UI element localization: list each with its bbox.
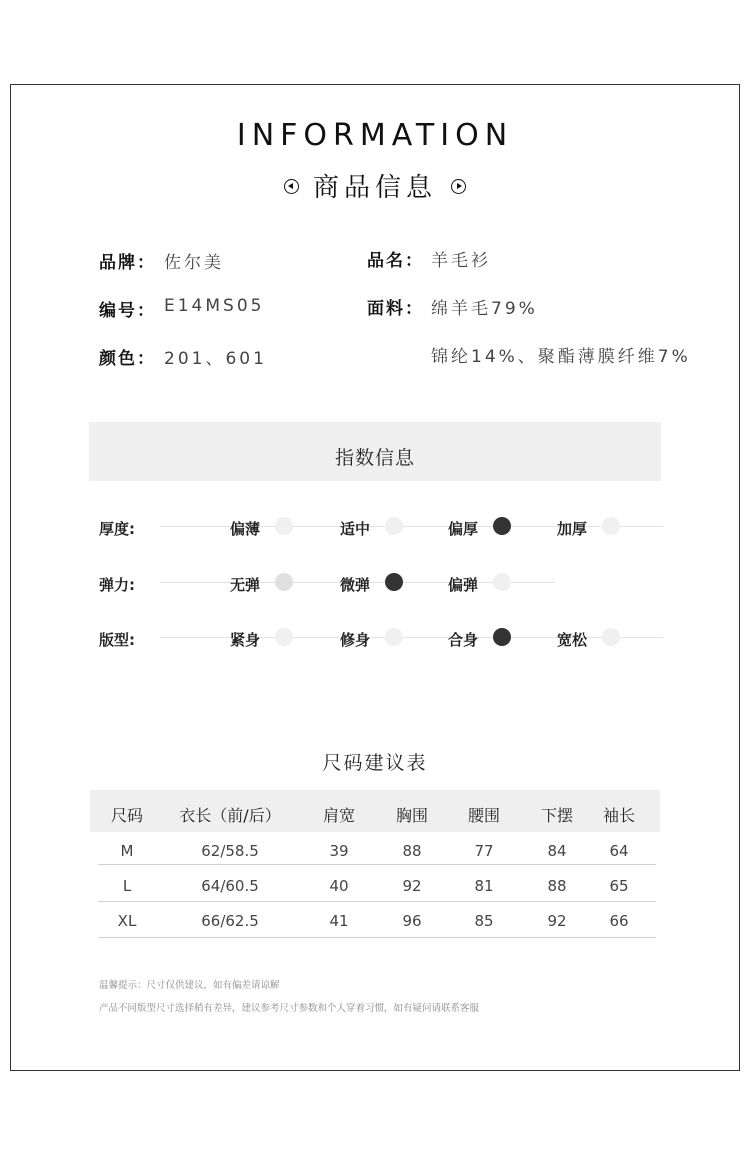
table-cell: 85	[474, 912, 494, 930]
size-table-header-length: 衣长（前/后）	[179, 806, 281, 825]
thickness-option-thick: 偏厚	[448, 520, 479, 538]
fit-dot-loose	[602, 628, 620, 646]
size-table-header-chest: 胸围	[395, 806, 429, 825]
table-cell: XL	[117, 912, 137, 930]
elasticity-dot-slight-selected	[385, 573, 403, 591]
thickness-label: 厚度:	[99, 520, 135, 538]
elasticity-dot-none	[275, 573, 293, 591]
fit-option-loose: 宽松	[557, 631, 588, 649]
thickness-dot-thin	[275, 517, 293, 535]
thickness-dot-medium	[385, 517, 403, 535]
elasticity-option-slight: 微弹	[340, 576, 371, 594]
thickness-dot-thick-selected	[493, 517, 511, 535]
table-cell: 41	[329, 912, 349, 930]
fabric-value-2: 锦纶14%、聚酯薄膜纤维7%	[431, 347, 691, 367]
size-table-header-bg	[90, 790, 660, 832]
fit-option-regular: 合身	[448, 631, 479, 649]
title-chinese-row	[0, 167, 750, 204]
index-info-title: 指数信息	[334, 447, 415, 469]
name-label: 品名：	[367, 251, 424, 271]
fit-dot-tight	[275, 628, 293, 646]
elasticity-dot-high	[493, 573, 511, 591]
size-table-header-hem: 下摆	[540, 806, 574, 825]
table-cell: 84	[547, 842, 567, 860]
note-line-1: 温馨提示：尺寸仅供建议，如有偏差请谅解	[99, 980, 280, 991]
table-cell: 62/58.5	[201, 842, 259, 860]
table-cell: 66/62.5	[201, 912, 259, 930]
table-row-divider	[98, 864, 656, 865]
elasticity-option-high: 偏弹	[448, 576, 479, 594]
table-cell: 88	[547, 877, 567, 895]
table-cell: M	[120, 842, 134, 860]
size-table-title: 尺码建议表	[322, 752, 428, 774]
table-cell: 81	[474, 877, 494, 895]
size-table-header-size: 尺码	[110, 806, 144, 825]
size-table-header-waist: 腰围	[467, 806, 501, 825]
color-label: 颜色：	[99, 349, 156, 369]
title-chinese: 商品信息	[312, 173, 437, 203]
table-cell: 66	[609, 912, 629, 930]
thickness-option-thin: 偏薄	[230, 520, 261, 538]
code-value: E14MS05	[164, 296, 265, 316]
fabric-value-1: 绵羊毛79%	[431, 299, 538, 319]
size-table-header-sleeve: 袖长	[602, 806, 636, 825]
fit-dot-slim	[385, 628, 403, 646]
table-cell: 65	[609, 877, 629, 895]
table-cell: 96	[402, 912, 422, 930]
fit-dot-regular-selected	[493, 628, 511, 646]
table-cell: 92	[402, 877, 422, 895]
fabric-label: 面料：	[367, 299, 424, 319]
table-cell: 88	[402, 842, 422, 860]
note-line-2: 产品不同版型尺寸选择稍有差异，建议参考尺寸参数和个人穿着习惯，如有疑问请联系客服	[99, 1003, 480, 1014]
thickness-option-medium: 适中	[340, 520, 371, 538]
table-cell: 92	[547, 912, 567, 930]
fit-option-slim: 修身	[340, 631, 371, 649]
thickness-option-extra-thick: 加厚	[557, 520, 588, 538]
brand-label: 品牌：	[99, 253, 156, 273]
thickness-dot-extra-thick	[602, 517, 620, 535]
table-cell: 64	[609, 842, 629, 860]
table-row-divider	[98, 901, 656, 902]
arrow-left-circle-icon	[284, 179, 299, 194]
brand-value: 佐尔美	[164, 253, 224, 273]
title-english: INFORMATION	[236, 118, 514, 153]
table-cell: L	[122, 877, 132, 895]
table-cell: 40	[329, 877, 349, 895]
size-table-header-shoulder: 肩宽	[322, 806, 356, 825]
table-cell: 64/60.5	[201, 877, 259, 895]
table-cell: 39	[329, 842, 349, 860]
code-label: 编号：	[99, 301, 156, 321]
name-value: 羊毛衫	[431, 251, 491, 271]
arrow-right-circle-icon	[451, 179, 466, 194]
color-value: 201、601	[164, 349, 267, 369]
fit-label: 版型:	[99, 631, 135, 649]
table-row-divider	[98, 937, 656, 938]
elasticity-label: 弹力:	[99, 576, 135, 594]
table-cell: 77	[474, 842, 494, 860]
elasticity-option-none: 无弹	[230, 576, 261, 594]
fit-option-tight: 紧身	[230, 631, 261, 649]
